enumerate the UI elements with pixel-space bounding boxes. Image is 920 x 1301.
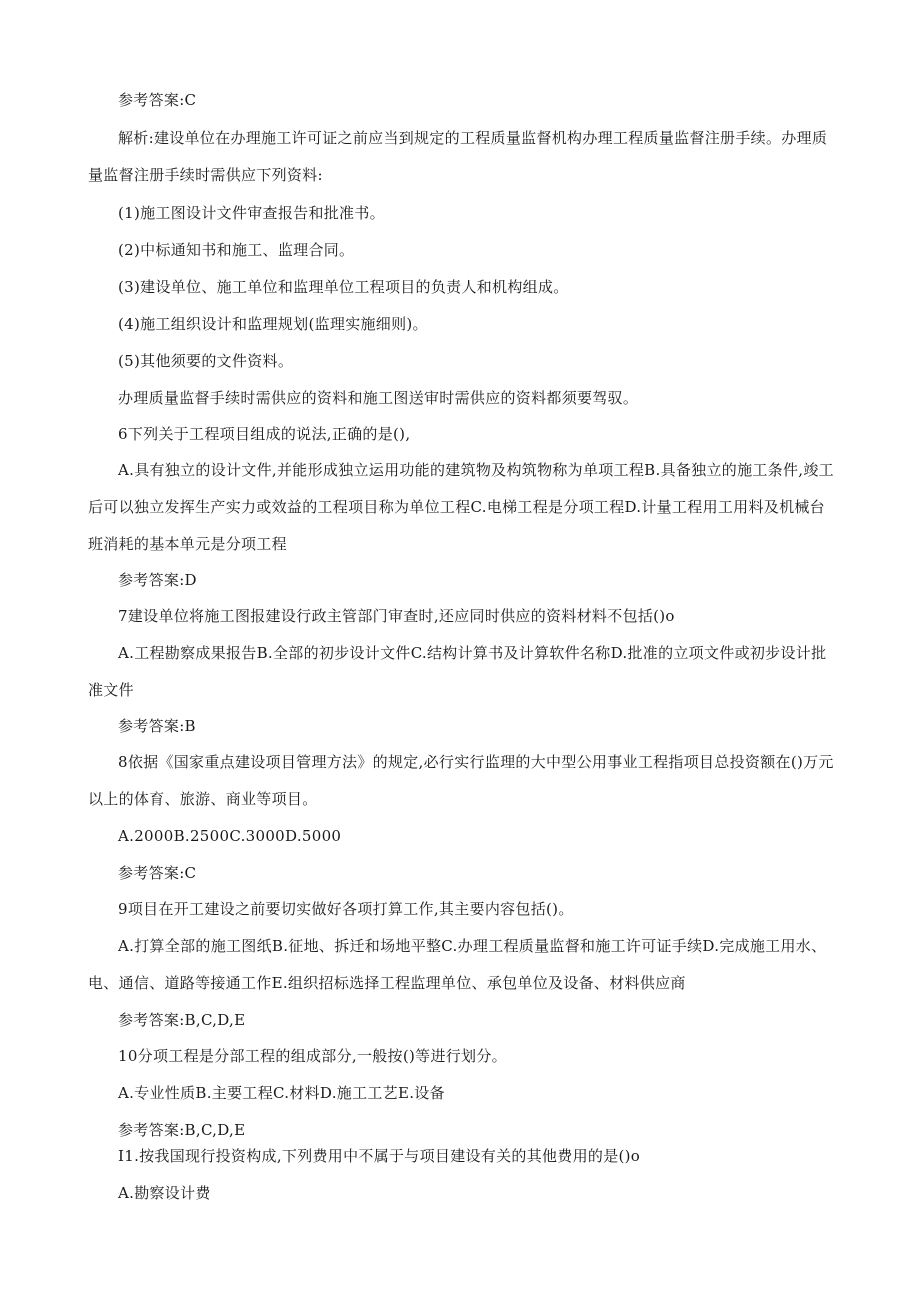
answer-text: 参考答案:B [118, 717, 196, 735]
answer-text: 参考答案:C [118, 91, 197, 109]
answer-text: 参考答案:C [118, 864, 197, 882]
question-6-options: A.具有独立的设计文件,并能形成独立运用功能的建筑物及构筑物称为单项工程B.具备独立的施工条件,竣工后可以独立发挥生产实力或效益的工程项目称为单位工程C.电梯工程是分项工程D.计量工程用工用料及机械台班消耗的基本单元是分项工程 [88, 461, 834, 553]
list-item: (2)中标通知书和施工、监理合同。 [118, 241, 355, 259]
list-item: (4)施工组织设计和监理规划(监理实施细则)。 [118, 315, 428, 333]
note-paragraph: 办理质量监督手续时需供应的资料和施工图送审时需供应的资料都须要驾驭。 [118, 389, 639, 407]
answer-text: 参考答案:B,C,D,E [118, 1121, 246, 1139]
question-8-options: A.2000B.2500C.3000D.5000 [118, 827, 342, 845]
list-item: (3)建设单位、施工单位和监理单位工程项目的负责人和机构组成。 [118, 278, 569, 296]
question-7: 7建设单位将施工图报建设行政主管部门审查时,还应同时供应的资料材料不包括()o [118, 607, 675, 625]
question-9: 9项目在开工建设之前要切实做好各项打算工作,其主要内容包括()。 [118, 900, 574, 918]
question-11-options: A.勘察设计费 [118, 1184, 211, 1202]
question-10-options: A.专业性质B.主要工程C.材料D.施工工艺E.设备 [118, 1084, 445, 1102]
list-item: (5)其他须要的文件资料。 [118, 352, 294, 370]
question-9-options: A.打算全部的施工图纸B.征地、拆迁和场地平整C.办理工程质量监督和施工许可证手续D.完成施工用水、电、通信、道路等接通工作E.组织招标选择工程监理单位、承包单位及设备、材料供应商 [88, 937, 827, 992]
question-10: 10分项工程是分部工程的组成部分,一般按()等进行划分。 [118, 1047, 507, 1065]
question-7-options: A.工程勘察成果报告B.全部的初步设计文件C.结构计算书及计算软件名称D.批准的立项文件或初步设计批准文件 [88, 644, 827, 699]
list-item: (1)施工图设计文件审查报告和批准书。 [118, 204, 385, 222]
question-8: 8依据《国家重点建设项目管理方法》的规定,必行实行监理的大中型公用事业工程指项目总投资额在()万元以上的体育、旅游、商业等项目。 [88, 753, 834, 808]
question-11: I1.按我国现行投资构成,下列费用中不属于与项目建设有关的其他费用的是()o [118, 1147, 641, 1165]
answer-text: 参考答案:B,C,D,E [118, 1011, 246, 1029]
analysis-paragraph: 解析:建设单位在办理施工许可证之前应当到规定的工程质量监督机构办理工程质量监督注册手续。办理质量监督注册手续时需供应下列资料: [88, 129, 828, 184]
question-6: 6下列关于工程项目组成的说法,正确的是(), [118, 425, 411, 443]
answer-text: 参考答案:D [118, 571, 197, 589]
